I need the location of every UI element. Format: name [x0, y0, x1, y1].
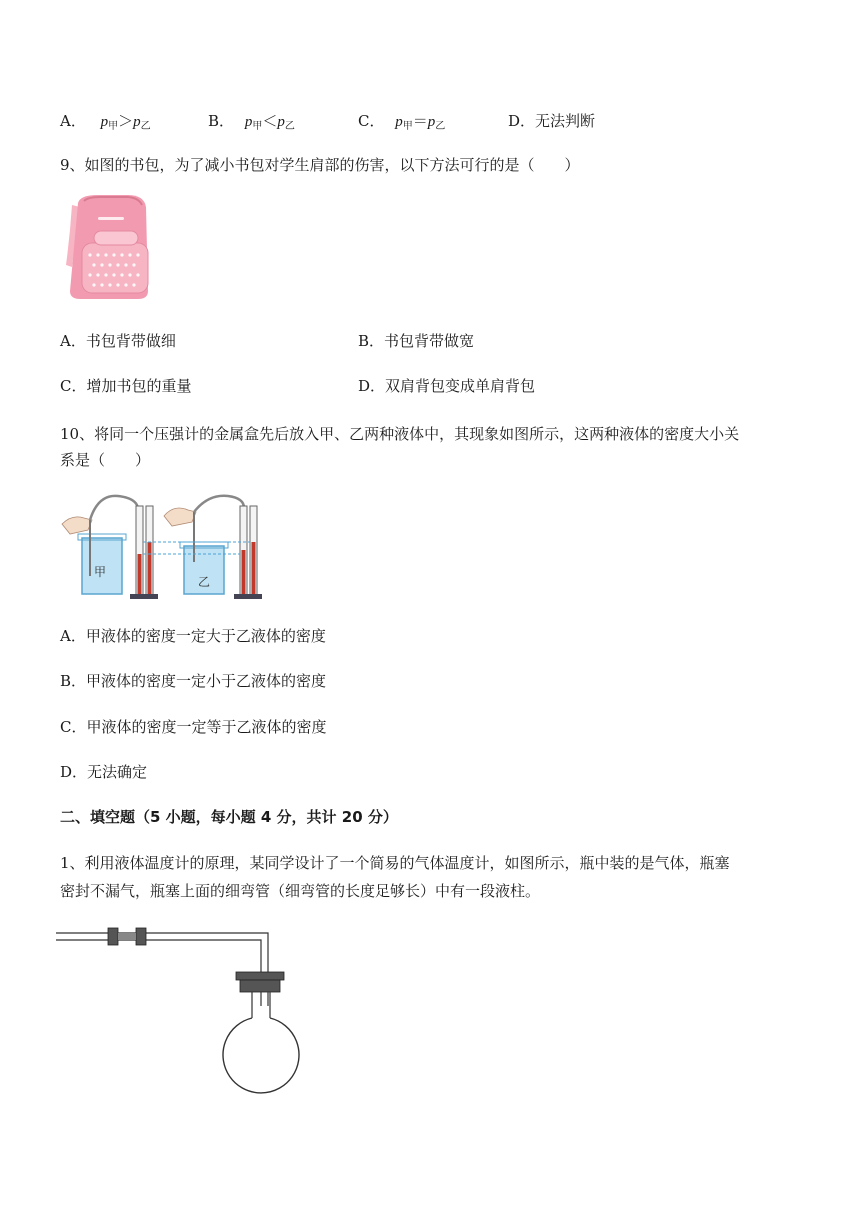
pressure-gauge-figure	[58, 490, 268, 602]
q10-option-c: C．甲液体的密度一定等于乙液体的密度	[60, 718, 327, 736]
backpack-image	[58, 195, 156, 301]
q9-option-a: A．书包背带做细	[60, 332, 176, 350]
q9-option-c: C．增加书包的重量	[60, 377, 192, 395]
q10-option-d: D．无法确定	[60, 763, 148, 781]
section-title: 二、填空题（5 小题，每小题 4 分，共计 20 分）	[60, 808, 398, 826]
q10-stem-line1: 10、将同一个压强计的金属盒先后放入甲、乙两种液体中，其现象如图所示，这两种液体的密度大小关	[60, 425, 740, 443]
gas-thermometer-figure	[56, 920, 306, 1096]
beaker-label-right: 乙	[198, 575, 211, 589]
q8-option-b: B． $p_甲<p_乙$	[208, 112, 295, 132]
beaker-label-left: 甲	[94, 565, 107, 579]
q8-option-a: A． $p_甲>p_乙$	[60, 112, 151, 132]
q9-stem: 9、如图的书包，为了减小书包对学生肩部的伤害，以下方法可行的是（ ）	[60, 156, 580, 174]
q8-option-d: D．无法判断	[508, 112, 596, 130]
q8-option-c: C． $p_甲=p_乙$	[358, 112, 446, 132]
q10-option-a: A．甲液体的密度一定大于乙液体的密度	[60, 627, 326, 645]
q10-option-b: B．甲液体的密度一定小于乙液体的密度	[60, 672, 327, 690]
q9-option-b: B．书包背带做宽	[358, 332, 475, 350]
fill1-line1: 1、利用液体温度计的原理，某同学设计了一个简易的气体温度计，如图所示，瓶中装的是气体，瓶塞	[60, 854, 730, 872]
fill1-line2: 密封不漏气，瓶塞上面的细弯管（细弯管的长度足够长）中有一段液柱。	[60, 882, 541, 900]
q9-option-d: D．双肩背包变成单肩背包	[358, 377, 536, 395]
q10-stem-line2: 系是（ ）	[60, 451, 151, 469]
